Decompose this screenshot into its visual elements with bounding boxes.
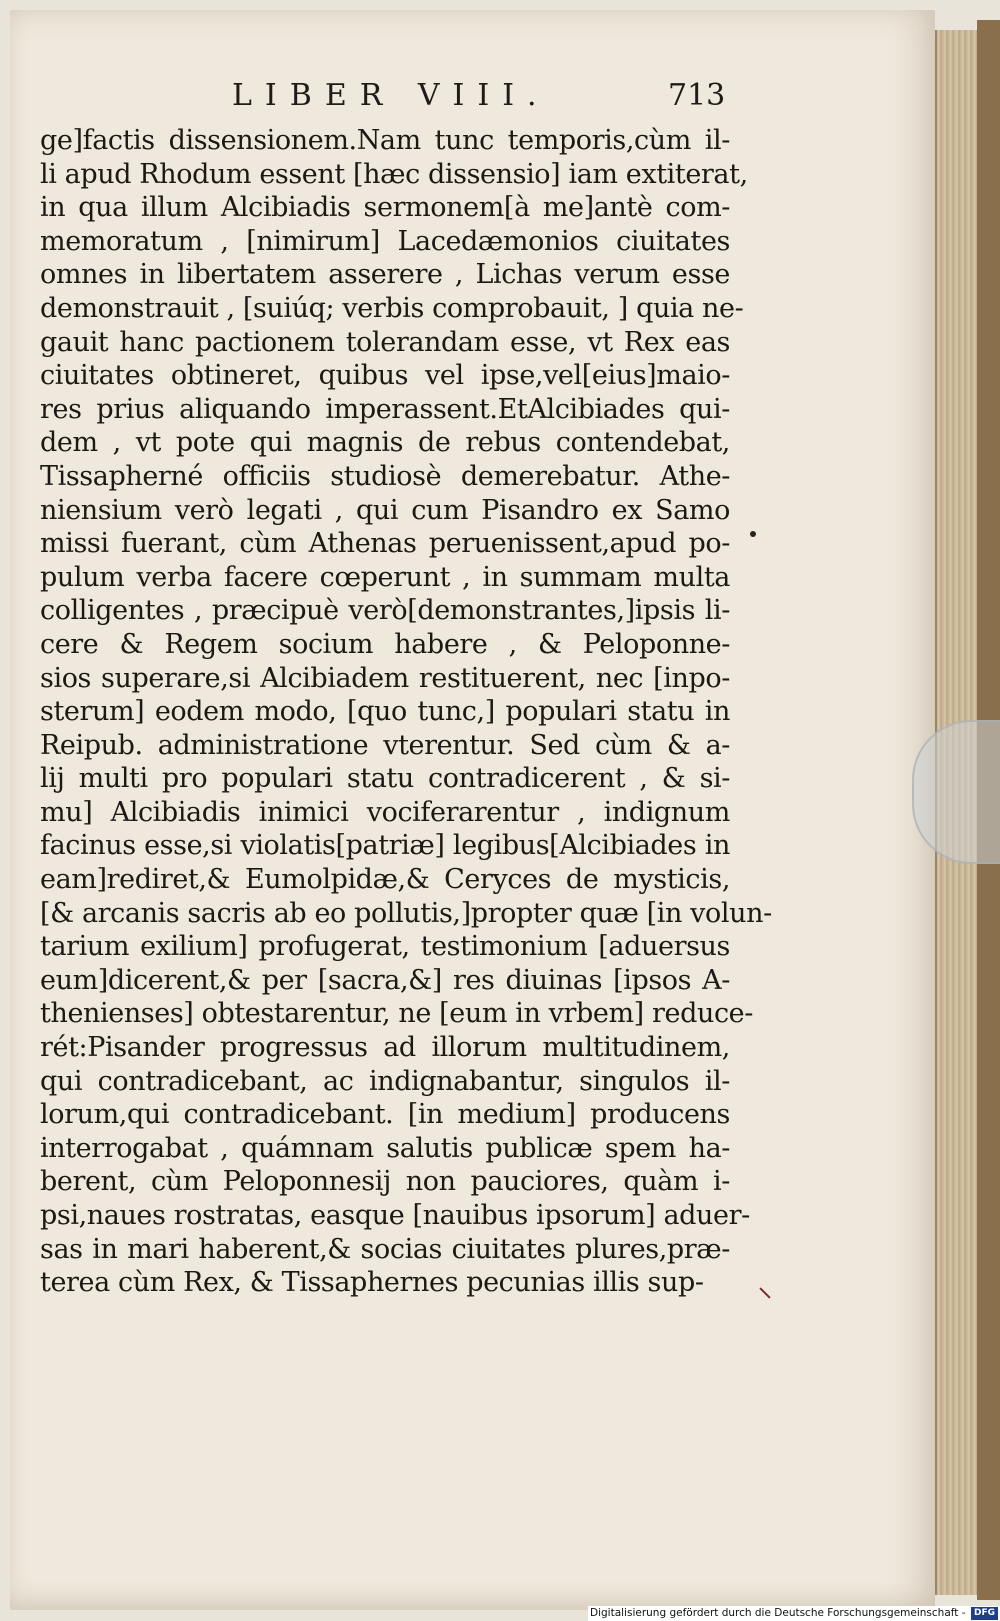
body-text [40, 124, 772, 1300]
ink-spot [750, 531, 756, 537]
text-line: berent, cùm Peloponnesij non pauciores, quàm i- [40, 1166, 730, 1198]
page-number: 713 [668, 78, 726, 113]
text-line: sios superare,si Alcibiadem restituerent, nec [inpo- [40, 662, 730, 694]
text-line: qui contradicebant, ac indignabantur, singulos il- [40, 1065, 730, 1097]
text-line: res prius aliquando imperassent.EtAlcibiades qui- [40, 393, 730, 425]
text-line: lorum,qui contradicebant. [in medium] producens [40, 1099, 730, 1131]
text-line: rét:Pisander progressus ad illorum multitudinem, [40, 1032, 730, 1064]
text-line: in qua illum Alcibiadis sermonem[à me]antè com- [40, 192, 730, 224]
text-line: Reipub. administratione vterentur. Sed cùm & a- [40, 729, 730, 761]
digitization-footer [588, 1606, 1000, 1621]
text-line: lij multi pro populari statu contradicerent , & si- [40, 763, 730, 795]
page-header [232, 78, 952, 118]
text-line: facinus esse,si violatis[patriæ] legibus[Alcibiades in [40, 830, 730, 862]
text-line: demonstrauit , [suiúq; verbis comprobauit, ] quia ne- [40, 292, 744, 324]
text-line: sas in mari haberent,& socias ciuitates plures,præ- [40, 1233, 730, 1265]
text-line: mu] Alcibiadis inimici vociferarentur , indignum [40, 796, 730, 828]
text-line: gauit hanc pactionem tolerandam esse, vt Rex eas [40, 326, 730, 358]
text-line: missi fuerant, cùm Athenas peruenissent,apud po- [40, 528, 730, 560]
text-line: ciuitates obtineret, quibus vel ipse,vel[eius]maio- [40, 360, 730, 392]
text-line: colligentes , præcipuè verò[demonstrantes,]ipsis li- [40, 595, 730, 627]
running-head: LIBER VIII. [232, 78, 550, 113]
text-line: psi,naues rostratas, easque [nauibus ipsorum] aduer- [40, 1200, 750, 1231]
text-line: Tissapherné officiis studiosè demerebatur. Athe- [40, 460, 730, 492]
text-line: li apud Rhodum essent [hæc dissensio] iam extiterat, [40, 158, 748, 190]
text-line: thenienses] obtestarentur, ne [eum in vrbem] reduce- [40, 998, 753, 1030]
text-line: omnes in libertatem asserere , Lichas verum esse [40, 259, 730, 291]
text-line: interrogabat , quámnam salutis publicæ spem ha- [40, 1132, 730, 1164]
text-line: terea cùm Rex, & Tissaphernes pecunias illis sup- [40, 1267, 704, 1299]
text-line: memoratum , [nimirum] Lacedæmonios ciuitates [40, 225, 730, 257]
text-line: ge]factis dissensionem.Nam tunc temporis,cùm il- [40, 125, 730, 156]
page-clip [912, 720, 1000, 864]
text-line: eum]dicerent,& per [sacra,&] res diuinas [ipsos A- [40, 964, 730, 996]
text-line: tarium exilium] profugerat, testimonium [aduersus [40, 931, 730, 963]
text-line: sterum] eodem modo, [quo tunc,] populari statu in [40, 696, 730, 728]
text-line: pulum verba facere cœperunt , in summam multa [40, 561, 730, 593]
text-line: cere & Regem socium habere , & Peloponne- [40, 628, 730, 660]
dfg-logo: DFG [971, 1607, 998, 1620]
text-line: [& arcanis sacris ab eo pollutis,]propter quæ [in volun- [40, 897, 772, 929]
text-line: niensium verò legati , qui cum Pisandro ex Samo [40, 494, 730, 526]
text-line: eam]rediret,& Eumolpidæ,& Ceryces de mysticis, [40, 864, 730, 896]
text-line: dem , vt pote qui magnis de rebus contendebat, [40, 427, 730, 459]
funding-credit: Digitalisierung gefördert durch die Deutsche Forschungsgemeinschaft - [590, 1607, 966, 1619]
